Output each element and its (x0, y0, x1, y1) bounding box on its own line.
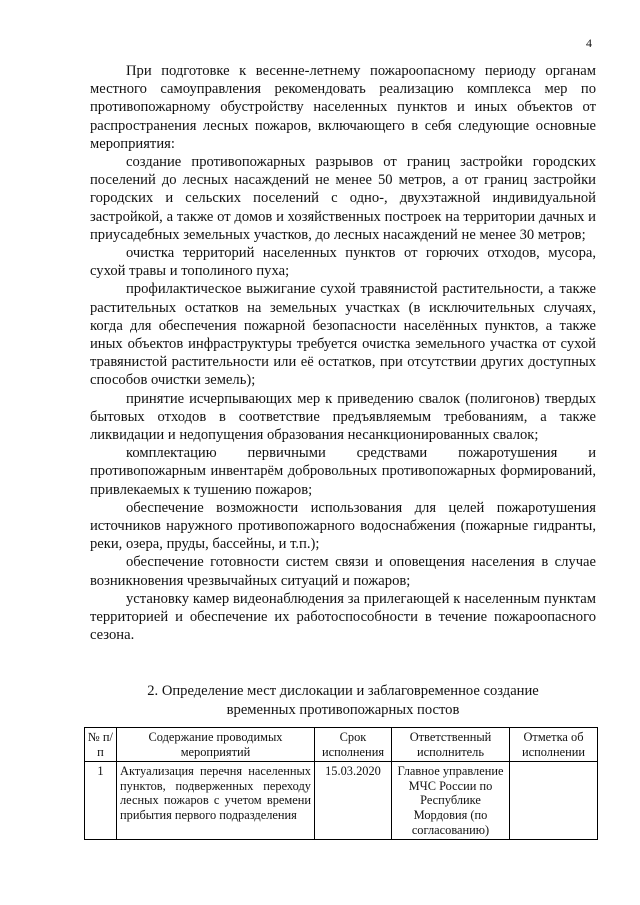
paragraph-landfills: принятие исчерпывающих мер к приведению свалок (полигонов) твердых бытовых отходов в соответствие предъявляемым требованиям, а также ликвидации и недопущения образования несанкционированных свалок; (90, 390, 596, 444)
cell-number: 1 (85, 762, 117, 840)
paragraph-cameras: установку камер видеонаблюдения за прилегающей к населенным пунктам территорией и обеспечение их работоспособности в течение пожароопасного сезона. (90, 590, 596, 644)
header-content: Содержание проводимых мероприятий (117, 728, 315, 762)
cell-mark (510, 762, 598, 840)
cell-executor: Главное управление МЧС России по Республике Мордовия (по согласованию) (392, 762, 510, 840)
paragraph-burning: профилактическое выжигание сухой травянистой растительности, а также растительных остатков на земельных участках (в исключительных случаях, когда для обеспечения пожарной безопасности населённых пунктов, а также иных объектов инфраструктуры требуется очистка земельного участка от сухой травянистой растительности или её остатков, при отсутствии других доступных способов очистки земель); (90, 281, 596, 389)
paragraph-water-supply: обеспечение возможности использования для целей пожаротушения источников наружного противопожарного водоснабжения (пожарные гидранты, реки, озера, пруды, бассейны, и т.п.); (90, 499, 596, 553)
section-heading (90, 682, 596, 719)
body-text (90, 62, 596, 645)
cell-content: Актуализация перечня населенных пунктов, подверженных переходу лесных пожаров с учетом времени прибытия первого подразделения (117, 762, 315, 840)
header-date: Срок исполнения (315, 728, 392, 762)
measures-table (84, 727, 598, 840)
cell-date: 15.03.2020 (315, 762, 392, 840)
paragraph-communication: обеспечение готовности систем связи и оповещения населения в случае возникновения чрезвычайных ситуаций и пожаров; (90, 554, 596, 589)
section-heading-line1: 2. Определение мест дислокации и заблаговременное создание (147, 683, 539, 699)
page-number: 4 (586, 36, 592, 50)
table-header-row (85, 728, 598, 762)
paragraph-intro: При подготовке к весенне-летнему пожароопасному периоду органам местного самоуправления рекомендовать реализацию комплекса мер по противопожарному обустройству населенных пунктов и иных объектов от распространения лесных пожаров, включающего в себя следующие основные мероприятия: (90, 63, 596, 152)
header-executor: Ответственный исполнитель (392, 728, 510, 762)
header-mark: Отметка об исполнении (510, 728, 598, 762)
paragraph-fire-breaks: создание противопожарных разрывов от границ застройки городских поселений до лесных насаждений не менее 50 метров, а от границ застройки городских и сельских поселений с одно-, двухэтажной индивидуальной застройкой, а также от домов и хозяйственных построек на территории дачных и приусадебных земельных участков, до лесных насаждений не менее 30 метров; (90, 154, 596, 243)
paragraph-equipment: комплектацию первичными средствами пожаротушения и противопожарным инвентарём добровольных противопожарных формирований, привлекаемых к тушению пожаров; (90, 445, 596, 498)
header-number: № п/п (85, 728, 117, 762)
paragraph-cleaning: очистка территорий населенных пунктов от горючих отходов, мусора, сухой травы и тополиного пуха; (90, 245, 596, 280)
section-heading-line2: временных противопожарных постов (226, 701, 460, 718)
table-row (85, 762, 598, 840)
